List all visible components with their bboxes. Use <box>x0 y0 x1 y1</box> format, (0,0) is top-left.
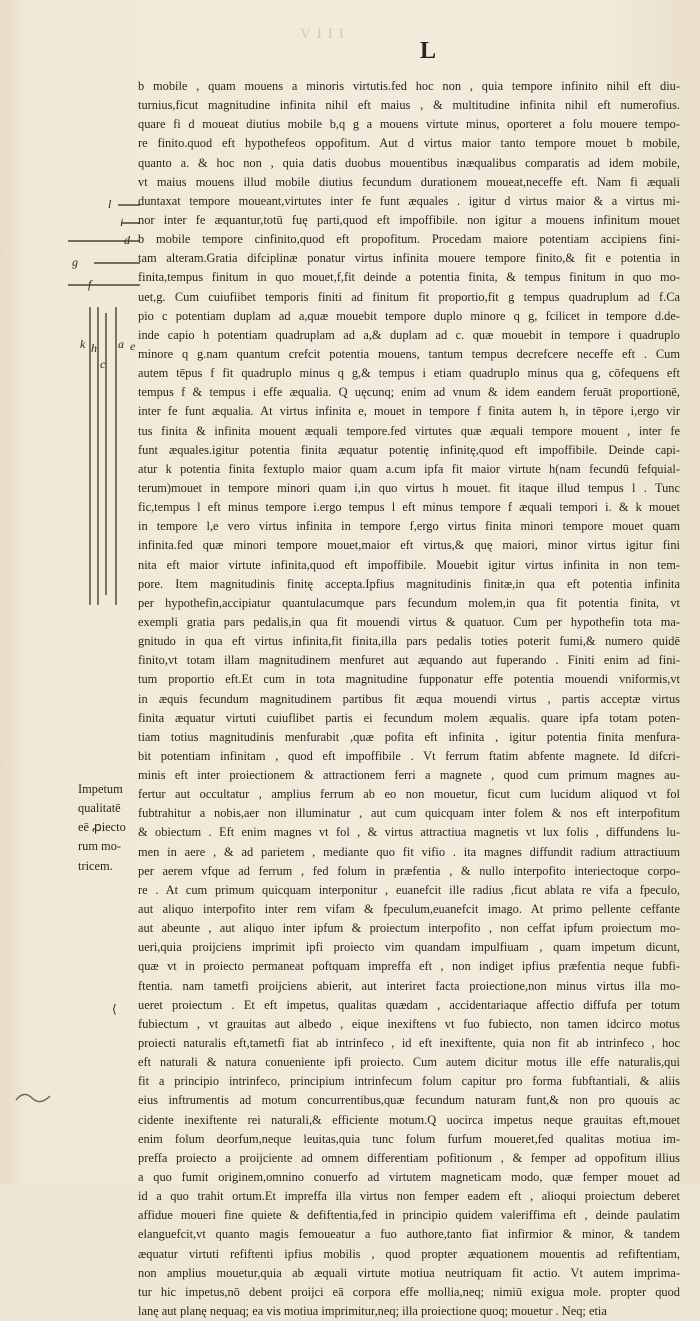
text-line: tum proportio eft.Et cum in tota magnitudine fupponatur effe potentia mouendi vniformis,vt <box>138 672 680 687</box>
text-line: men in aere , & ad parietem , mediante quo fit vifio . ita magnes diffundit radium attractiuum <box>138 844 680 859</box>
margin-note-line: Impetum <box>78 782 123 796</box>
margin-note-line: eē ꝓiecto <box>78 820 126 835</box>
diagram-label-c: c <box>100 357 106 371</box>
margin-note-line: qualitatē <box>78 801 121 816</box>
text-line: infinita.fed quæ minori tempore mouet,maior eft virtus,& quę maiori, minor virtus igitur fini <box>138 538 680 553</box>
text-line: finita,tempus finitum in quo mouet,f,fit deinde a potentia finita, & tempus finitum in quo mo- <box>138 270 680 285</box>
text-line: ftentia. nam tametfi proijciens abierit, aut interiret facta proiectione,non minus virtus illa mo- <box>138 978 680 993</box>
text-line: fit a principio intrinfeco, principium intrinfecum folum capitur pro forma fubftantiali, & aliis <box>138 1074 680 1089</box>
text-line: id a quo trahit ortum.Et impreffa illa virtus non femper eadem eft , alioqui proiectum deberet <box>138 1189 680 1204</box>
text-line: tus finita & infinita mouent æquali tempore.fed virtutes quæ æquali tempore mouent , inter fe <box>138 423 680 438</box>
text-line: non amplius mouetur,quia ab æquali virtute motiua neutriquam fit actio. Vt autem imprima- <box>138 1265 680 1280</box>
text-line: b mobile tempore cinfinito,quod eft propofitum. Procedam maiore potentiam accipiens fini- <box>138 232 680 247</box>
margin-note-line: tricem. <box>78 858 113 873</box>
text-line: a quo fumit originem,omnino conuerfo ad virtutem magneticam modo, quæ femper mouet ad <box>138 1170 680 1185</box>
text-line: minis eft inter proiectionem & attractionem ferri a magnete , quod cum primum magnes au- <box>138 768 680 783</box>
text-line: tempus f & tempus i effe æqualia. Q uęcunq; enim ad vnum & idem eandem feruāt proportionē, <box>138 385 680 400</box>
text-line: ueret proiectum . Et eft impetus, qualitas quædam , accidentariaque affectio diffufa per totum <box>138 997 680 1012</box>
text-line: fertur aut occultatur , amplius ferrum ab eo non mouetur, ficut cum lucidum aliquod vt fol <box>138 787 680 802</box>
text-line: uet,g. Cum cuiufiibet temporis finiti ad finitum fit proportio,fit g tempus quadruplum ad f.Ca <box>138 289 680 304</box>
text-line: fubtrahitur a nobis,aer non illuminatur , aut cum quicquam inter folem & nos eft interpofitum <box>138 806 680 821</box>
body-text <box>138 77 680 1321</box>
text-line: funt æquales.igitur potentia finita æquatur potentię infinitę,quod eft impoffibile. Deinde capi- <box>138 442 680 457</box>
margin-note-line: rum mo- <box>78 839 122 854</box>
text-line: re . At cum primum quicquam interponitur , euanefcit ille radius ,ficut ablata re vifa a fpeculo, <box>138 882 680 897</box>
page-header <box>300 26 560 66</box>
text-line: æquatur virtuti refiftenti ipfius mobilis , quod propter æquationem mouentis ad refiftentiam, <box>138 1246 680 1261</box>
text-line: finita æquatur virtuti cuiuflibet partis ei fecundum molem æqualis. quare ipfa totam poten- <box>138 710 680 725</box>
diagram-label-a: a <box>118 337 124 351</box>
text-line: affidue moueri fine quiete & defiftentia,fed in principio quidem valeriffima eft , deinde paulatim <box>138 1208 680 1223</box>
text-line: nor inter fe æquantur,totū fuę parti,quod eft impoffibile. non igitur a mouens infinitum mouet <box>138 212 680 227</box>
diagram-label-d: d <box>124 233 130 247</box>
text-line: duntaxat tempore moueant,virtutes inter fe funt æquales . igitur d virtus maior & a virtus mi- <box>138 193 680 208</box>
text-line: pore. Item magnitudinis finitę accepta.Ipfius magnitudinis finitæ,in qua eft potentia infinita <box>138 576 680 591</box>
text-line: ueri,quia proijciens imprimit ipfi proiecto vim quandam impulfiuam , quam impetum dicunt, <box>138 940 680 955</box>
margin-diagram <box>60 195 140 615</box>
diagram-label-k: k <box>80 337 86 351</box>
text-line: atur k potentia finita fextuplo maior quam a.cum ipfa fit maior virtute h(nam fecundū fefquial- <box>138 461 680 476</box>
text-line: inter fe funt æqualia. At virtus infinita e, mouet in tempore f finita autem h, in tēpore i,ergo vir <box>138 404 680 419</box>
diagram-label-f: f <box>88 277 92 291</box>
text-line: enim folum deorfum,neque leuitas,quia tunc folum furfum moueret,fed qualitas motiua im- <box>138 1131 680 1146</box>
text-line: finito,vt totam illam magnitudinem menfuret aut æquando aut fuperando . Finiti enim ad fini- <box>138 653 680 668</box>
text-line: inde capio h potentiam quadruplam ad a,& duplam ad c. quæ mouebit in tempore i quadruplo <box>138 327 680 342</box>
text-line: bit potentiam infinitam , quod eft impoffibile . Vt ferrum ftatim abfente magnete. Id difcri- <box>138 748 680 763</box>
ink-smudge-mark <box>14 1088 54 1106</box>
text-line: re finito.quod eft hypothefeos oppofitum. Aut d virtus maior tanto tempore mouet b mobile, <box>138 136 680 151</box>
text-line: tiam totius magnitudinis menfurabit ,quæ pofita eft infinita , igitur potentia finita menfura- <box>138 729 680 744</box>
folio-letter: L <box>420 38 437 64</box>
text-line: quanto a. & hoc non , quia datis duobus mouentibus inæqualibus comparatis ad idem mobile, <box>138 155 680 170</box>
text-line: aut abeunte , aut aliquo inter ipfum & proiectum interpofito , non ceffat ipfum proiectum mo- <box>138 921 680 936</box>
text-line: turnius,ficut magnitudine infinita nihil eft maius , & multitudine infinita nihil eft numerofius. <box>138 98 680 113</box>
text-line: proiecti naturalis eft,tametfi fiat ab intrinfeco , id eft inexiftente, quia non fit ab intrinfeco , hoc <box>138 1036 680 1051</box>
text-line: preffa proiecto a proijciente ad omnem differentiam pofitionum , & femper ad oppofitum illius <box>138 1150 680 1165</box>
text-line: in tempore l,e vero virtus infinita in tempore f,ergo virtus finita minori tempore mouet quam <box>138 519 680 534</box>
diagram-label-g: g <box>72 255 78 269</box>
diagram-label-l: l <box>108 197 112 211</box>
margin-bracket-mark: ⟨ <box>112 1002 117 1016</box>
text-line: aut aliquo interpofito inter rem vifam & fpeculum,euanefcit imago. At primo pellente ceffante <box>138 902 680 917</box>
margin-note <box>78 780 138 876</box>
text-line: vt maius mouens illud mobile diutius fecundum durationem moueat,neceffe eft. Nam fi æquali <box>138 174 680 189</box>
text-line: terum)mouet in tempore minori quam i,in quo virtus h mouet. fit itaque illud tempus l . Tunc <box>138 480 680 495</box>
text-line: tam alteram.Gratia difciplinæ ponatur virtus infinita mouere tempore finito,& fit e potentia in <box>138 251 680 266</box>
text-line: per aerem vfque ad ferrum , fed folum in præfentia , & nullo interpofito interiectoque corpo- <box>138 863 680 878</box>
text-line: minore q g.nam quantum crefcit potentia mouens, tantum tempus decrefcere neceffe eft . Cum <box>138 346 680 361</box>
text-line: gnitudo in qua eft virtus infinita,fit finita,illa pars pedalis toties poterit fumi,& numero quidē <box>138 634 680 649</box>
text-line: b mobile , quam mouens a minoris virtutis.fed hoc non , quia tempore infinito nihil eft diu- <box>138 79 680 93</box>
text-line: quare fi d moueat diutius mobile b,q g a mouens virtute minus, oporteret a folu mouere tempo- <box>138 117 680 132</box>
text-line: per hypothefin,accipiatur quantulacumque pars fecundum molem,in qua fit potentia finita, vt <box>138 595 680 610</box>
show-through-running-head: VIII <box>300 26 350 42</box>
text-line: lanę aut planę nequaq; ea vis motiua imprimitur,neq; illa proiectione quoq; mouetur . Neq; etia <box>138 1304 607 1318</box>
text-line: elanguefcit,vt quanto magis femoueatur a fuo authore,tanto fiat infirmior & minor, & tandem <box>138 1227 680 1242</box>
text-line: nita eft maior virtute infinita,quod eft impoffibile. Mouebit igitur virtus infinita in non tem- <box>138 557 680 572</box>
text-line: in æquis fecundum magnitudinem partibus fit æqua mouendi virtus , partis acceptæ virtus <box>138 691 680 706</box>
diagram-label-i: i <box>120 215 124 229</box>
diagram-label-h: h <box>91 341 97 355</box>
text-line: & obiectum . Eft enim magnes vt fol , & virtus attractiua magnetis vt lux folis , diffundens lu- <box>138 825 680 840</box>
text-line: tur hic impetus,nō debent proijci eā corpora effe mollia,neq; nimiū exigua mole. propter quod <box>138 1284 680 1299</box>
text-line: autem tēpus f fit quadruplo minus q g,& tempus i etiam quadruplo minus qua g, cōfequens eft <box>138 366 680 381</box>
text-line: eius inftrumentis ad motum concurrentibus,quæ fecundum naturam funt,& non pro quouis ac <box>138 1093 680 1108</box>
text-line: cidente inexiftente rei naturali,& efficiente motum.Q uocirca impetus neque grauitas eft,mouet <box>138 1112 680 1127</box>
text-line: quæ vt in proiecto permaneat poftquam impreffa eft , non indiget ipfius præfentia neque fubfi- <box>138 959 680 974</box>
text-line: eft naturali & natura conueniente ipfi proiecto. Cum autem dicitur motus ille effe naturalis,qui <box>138 1055 680 1070</box>
diagram-label-e: e <box>130 339 136 353</box>
text-line: exempli gratia pars pedalis,in qua fit mouendi virtus & quatuor. Cum per hypothefin tota ma- <box>138 614 680 629</box>
text-line: fubiectum , vt grauitas aut albedo , eique inexiftens vt fuo fubiecto, non tamen idcirco motus <box>138 1016 680 1031</box>
text-line: pio c potentiam duplam ad a,quæ mouebit tempore duplo minore q g, fcilicet in tempore d.de- <box>138 308 680 323</box>
text-line: fic,tempus l eft minus tempore i.ergo tempus l eft minus tempore f æquali tempori i. & k mouet <box>138 500 680 515</box>
